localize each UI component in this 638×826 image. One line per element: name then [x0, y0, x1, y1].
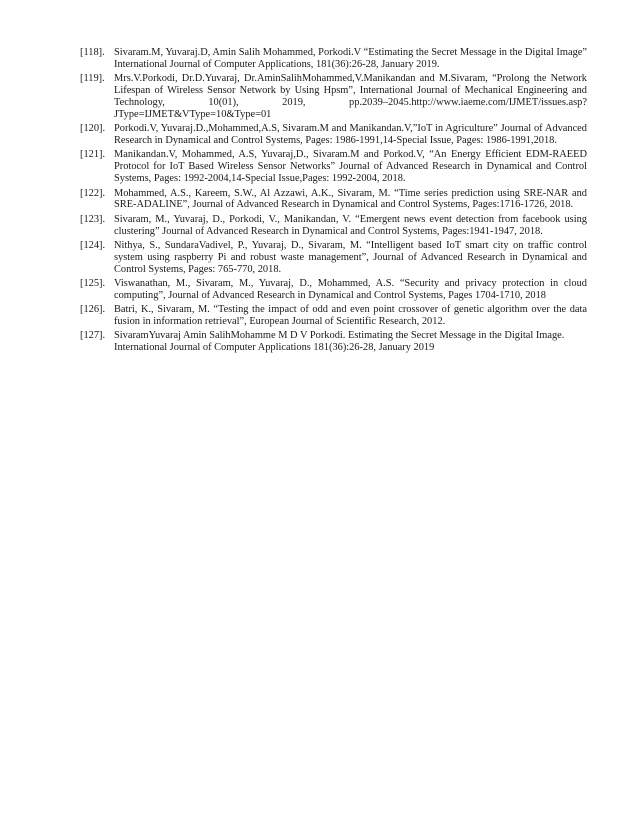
reference-text: Manikandan.V, Mohammed, A.S, Yuvaraj,D., Sivaram.M and Porkod.V, “An Energy Efficient EDM-RAEED Protocol for IoT Based Wireless Sensor Networks” Journal of Advanced Research in Dynamical and Control Systems, Pages: 1992-2004,14-Special Issue,Pages: 1992-2004, 2018.	[114, 149, 587, 185]
reference-number: [125].	[80, 278, 106, 290]
reference-item	[80, 123, 587, 147]
reference-number: [127].	[80, 330, 106, 342]
reference-number: [121].	[80, 149, 106, 161]
reference-item	[80, 188, 587, 212]
reference-text: Mohammed, A.S., Kareem, S.W., Al Azzawi, A.K., Sivaram, M. “Time series prediction using SRE-NAR and SRE-ADALINE”, Journal of Advanced Research in Dynamical and Control Systems, Pages:1716-1726, 2018.	[114, 187, 587, 211]
reference-number: [118].	[80, 47, 105, 58]
reference-item	[80, 240, 587, 276]
reference-text: Nithya, S., SundaraVadivel, P., Yuvaraj, D., Sivaram, M. “Intelligent based IoT smart city on traffic control system using raspberry Pi and robust waste management”, Journal of Advanced Research in Dynamical and Control Systems, Pages: 765-770, 2018.	[114, 239, 587, 275]
reference-text: Batri, K., Sivaram, M. “Testing the impact of odd and even point crossover of genetic algorithm over the data fusion in information retrieval”, European Journal of Scientific Research, 2012.	[114, 304, 587, 328]
reference-item	[80, 304, 587, 328]
reference-number: [123].	[80, 213, 106, 225]
reference-text: Sivaram.M, Yuvaraj.D, Amin Salih Mohammed, Porkodi.V “Estimating the Secret Message in the Digital Image” International Journal of Computer Applications, 181(36):26-28, January 2019.	[114, 47, 587, 70]
reference-number: [120].	[80, 123, 106, 135]
reference-text: Porkodi.V, Yuvaraj.D.,Mohammed,A.S, Sivaram.M and Manikandan.V,”IoT in Agriculture” Journal of Advanced Research in Dynamical and Control Systems, Pages: 1986-1991,14-Special Issue, Pages: 1986-1991,2018.	[114, 123, 587, 147]
reference-number: [122].	[80, 187, 106, 199]
reference-item	[80, 278, 587, 302]
reference-item	[80, 214, 587, 238]
reference-item	[80, 149, 587, 185]
reference-number: [126].	[80, 304, 106, 316]
reference-text: Mrs.V.Porkodi, Dr.D.Yuvaraj, Dr.AminSalihMohammed,V.Manikandan and M.Sivaram, “Prolong the Network Lifespan of Wireless Sensor Network by Using Hpsm”, International Journal of Mechanical Engineering and Technology, 10(01), 2019, pp.2039–2045.http://www.iaeme.com/IJMET/issues.asp?JType=IJMET&VType=10&Type=01	[114, 73, 587, 120]
reference-text: Viswanathan, M., Sivaram, M., Yuvaraj, D., Mohammed, A.S. “Security and privacy protection in cloud computing”, Journal of Advanced Research in Dynamical and Control Systems, Pages 1704-1710, 2018	[114, 278, 587, 301]
reference-item	[80, 73, 587, 121]
reference-number: [124].	[80, 239, 106, 251]
reference-text: SivaramYuvaraj Amin SalihMohamme M D V Porkodi. Estimating the Secret Message in the Digital Image. International Journal of Computer Applications 181(36):26-28, January 2019	[114, 330, 565, 354]
reference-item	[80, 47, 587, 71]
reference-item	[80, 330, 587, 354]
reference-text: Sivaram, M., Yuvaraj, D., Porkodi, V., Manikandan, V. “Emergent news event detection from facebook using clustering” Journal of Advanced Research in Dynamical and Control Systems, Pages:1941-1947, 2018.	[114, 213, 587, 237]
reference-list	[80, 47, 587, 357]
reference-number: [119].	[80, 73, 105, 85]
